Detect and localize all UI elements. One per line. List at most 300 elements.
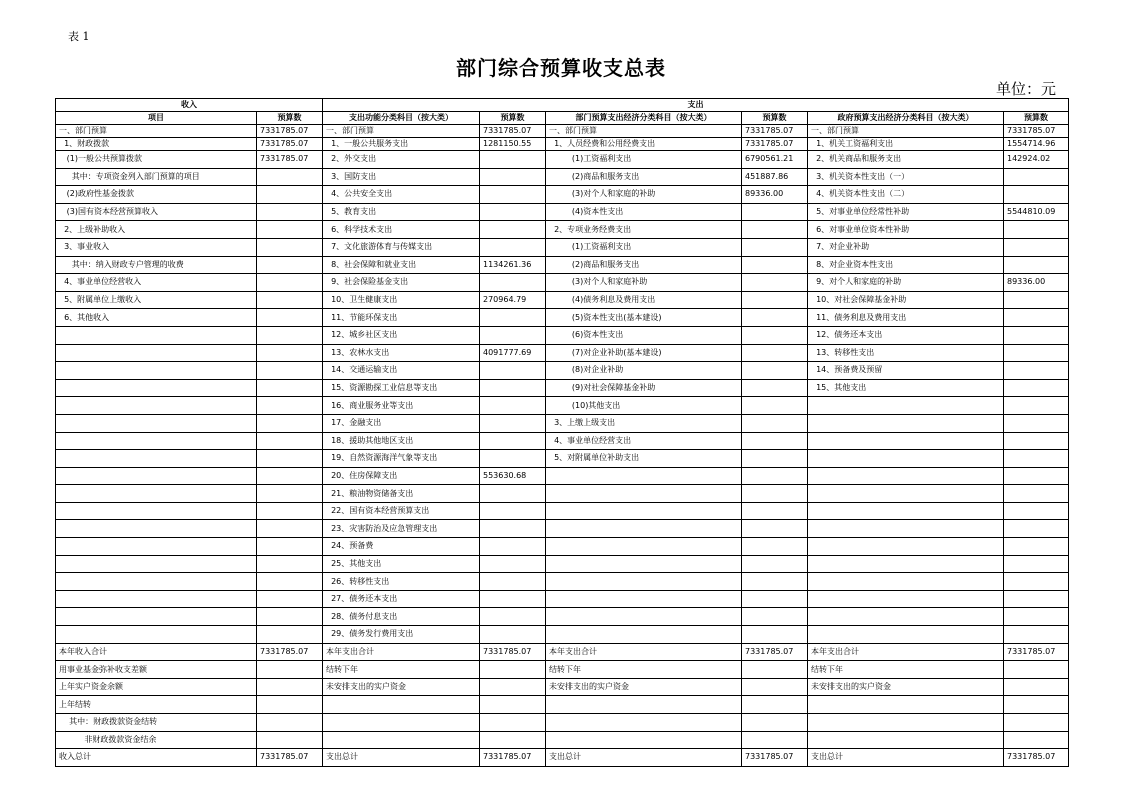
table-row (56, 414, 1069, 432)
budget-summary-table (55, 98, 1069, 767)
amount-cell (257, 520, 323, 538)
amount-cell (480, 608, 546, 626)
amount-cell (480, 538, 546, 556)
item-cell: 5、教育支出 (323, 203, 480, 221)
item-cell (808, 626, 1004, 644)
amount-cell (257, 414, 323, 432)
table-row (56, 590, 1069, 608)
item-cell (546, 696, 742, 714)
amount-cell (742, 626, 808, 644)
amount-cell (480, 502, 546, 520)
income-header: 收入 (56, 99, 323, 112)
item-cell (56, 573, 257, 591)
amount-cell (257, 291, 323, 309)
item-cell (546, 714, 742, 732)
item-cell: 10、卫生健康支出 (323, 291, 480, 309)
table-row (56, 125, 1069, 138)
amount-cell (1004, 186, 1069, 204)
item-cell: 13、农林水支出 (323, 344, 480, 362)
column-header: 支出功能分类科目（按大类） (323, 112, 480, 125)
item-cell: 27、债务还本支出 (323, 590, 480, 608)
amount-cell (1004, 626, 1069, 644)
amount-cell (480, 203, 546, 221)
item-cell (808, 485, 1004, 503)
table-row (56, 450, 1069, 468)
amount-cell (1004, 326, 1069, 344)
item-cell: 上年结转 (56, 696, 257, 714)
item-cell: (3)国有资本经营预算收入 (56, 203, 257, 221)
amount-cell (480, 168, 546, 186)
column-header: 预算数 (480, 112, 546, 125)
item-cell: (3)对个人和家庭补助 (546, 274, 742, 292)
amount-cell: 7331785.07 (257, 749, 323, 767)
item-cell: 6、其他收入 (56, 309, 257, 327)
item-cell (546, 485, 742, 503)
item-cell: 未安排支出的实户资金 (323, 678, 480, 696)
item-cell: 4、机关资本性支出（二） (808, 186, 1004, 204)
table-row (56, 432, 1069, 450)
item-cell (808, 573, 1004, 591)
amount-cell (742, 538, 808, 556)
item-cell: 一、部门预算 (323, 125, 480, 138)
amount-cell: 451887.86 (742, 168, 808, 186)
item-cell: 2、机关商品和服务支出 (808, 151, 1004, 169)
amount-cell (257, 626, 323, 644)
item-cell: 13、转移性支出 (808, 344, 1004, 362)
table-row (56, 520, 1069, 538)
item-cell: 19、自然资源海洋气象等支出 (323, 450, 480, 468)
item-cell: 其中：纳入财政专户管理的收费 (56, 256, 257, 274)
column-header: 预算数 (742, 112, 808, 125)
item-cell: (2)政府性基金拨款 (56, 186, 257, 204)
amount-cell (257, 238, 323, 256)
item-cell (546, 590, 742, 608)
amount-cell (1004, 168, 1069, 186)
amount-cell (742, 397, 808, 415)
item-cell (56, 414, 257, 432)
item-cell (808, 397, 1004, 415)
amount-cell (480, 238, 546, 256)
amount-cell (480, 626, 546, 644)
amount-cell: 7331785.07 (257, 151, 323, 169)
item-cell: 用事业基金弥补收支差额 (56, 661, 257, 679)
table-row (56, 608, 1069, 626)
amount-cell (1004, 502, 1069, 520)
amount-cell: 4091777.69 (480, 344, 546, 362)
item-cell: 3、上缴上级支出 (546, 414, 742, 432)
amount-cell: 1554714.96 (1004, 138, 1069, 151)
amount-cell (257, 450, 323, 468)
item-cell (56, 608, 257, 626)
item-cell (56, 362, 257, 380)
amount-cell (257, 309, 323, 327)
amount-cell (480, 151, 546, 169)
amount-cell: 7331785.07 (742, 749, 808, 767)
column-header: 部门预算支出经济分类科目（按大类） (546, 112, 742, 125)
amount-cell (257, 467, 323, 485)
amount-cell: 5544810.09 (1004, 203, 1069, 221)
amount-cell (742, 485, 808, 503)
item-cell (808, 520, 1004, 538)
item-cell: 26、转移性支出 (323, 573, 480, 591)
item-cell: 15、资源勘探工业信息等支出 (323, 379, 480, 397)
item-cell (808, 696, 1004, 714)
amount-cell (1004, 432, 1069, 450)
item-cell: 本年支出合计 (323, 643, 480, 661)
item-cell: 22、国有资本经营预算支出 (323, 502, 480, 520)
amount-cell (1004, 608, 1069, 626)
amount-cell (480, 450, 546, 468)
table-number: 表 1 (68, 30, 90, 43)
item-cell (323, 731, 480, 749)
item-cell (808, 608, 1004, 626)
item-cell: 1、机关工资福利支出 (808, 138, 1004, 151)
amount-cell (480, 485, 546, 503)
item-cell (56, 326, 257, 344)
amount-cell: 7331785.07 (742, 643, 808, 661)
table-row (56, 714, 1069, 732)
amount-cell (257, 555, 323, 573)
item-cell: 一、部门预算 (808, 125, 1004, 138)
amount-cell (480, 573, 546, 591)
amount-cell (480, 432, 546, 450)
item-cell: (8)对企业补助 (546, 362, 742, 380)
item-cell: 2、上级补助收入 (56, 221, 257, 239)
item-cell: 1、人员经费和公用经费支出 (546, 138, 742, 151)
table-row (56, 379, 1069, 397)
amount-cell (742, 661, 808, 679)
item-cell (56, 397, 257, 415)
amount-cell: 6790561.21 (742, 151, 808, 169)
item-cell: 4、事业单位经营支出 (546, 432, 742, 450)
item-cell: 8、对企业资本性支出 (808, 256, 1004, 274)
table-row (56, 221, 1069, 239)
item-cell: 9、社会保险基金支出 (323, 274, 480, 292)
amount-cell: 270964.79 (480, 291, 546, 309)
item-cell: 非财政拨款资金结余 (56, 731, 257, 749)
amount-cell (1004, 379, 1069, 397)
amount-cell (742, 221, 808, 239)
amount-cell (742, 714, 808, 732)
amount-cell (480, 590, 546, 608)
amount-cell (1004, 573, 1069, 591)
amount-cell (257, 397, 323, 415)
amount-cell (742, 467, 808, 485)
item-cell (56, 555, 257, 573)
amount-cell (742, 379, 808, 397)
item-cell: 14、交通运输支出 (323, 362, 480, 380)
amount-cell (1004, 714, 1069, 732)
item-cell: 6、对事业单位资本性补助 (808, 221, 1004, 239)
item-cell: 11、债务利息及费用支出 (808, 309, 1004, 327)
amount-cell (480, 186, 546, 204)
expense-header: 支出 (323, 99, 1069, 112)
amount-cell (257, 274, 323, 292)
item-cell (56, 520, 257, 538)
item-cell: 3、国防支出 (323, 168, 480, 186)
amount-cell (257, 362, 323, 380)
item-cell (56, 379, 257, 397)
amount-cell (257, 432, 323, 450)
item-cell: 一、部门预算 (546, 125, 742, 138)
table-row (56, 151, 1069, 169)
item-cell (56, 485, 257, 503)
item-cell: 其中：财政拨款资金结转 (56, 714, 257, 732)
table-row (56, 485, 1069, 503)
item-cell: 4、事业单位经营收入 (56, 274, 257, 292)
item-cell (546, 502, 742, 520)
item-cell (323, 696, 480, 714)
item-cell: 其中：专项资金列入部门预算的项目 (56, 168, 257, 186)
amount-cell (1004, 590, 1069, 608)
amount-cell (257, 538, 323, 556)
amount-cell (257, 608, 323, 626)
item-cell: 2、专项业务经费支出 (546, 221, 742, 239)
item-cell: 11、节能环保支出 (323, 309, 480, 327)
table-row (56, 573, 1069, 591)
item-cell: 14、预备费及预留 (808, 362, 1004, 380)
item-cell: 12、城乡社区支出 (323, 326, 480, 344)
item-cell: 17、金融支出 (323, 414, 480, 432)
item-cell (546, 555, 742, 573)
item-cell (808, 555, 1004, 573)
amount-cell: 7331785.07 (257, 138, 323, 151)
table-row (56, 203, 1069, 221)
item-cell: 5、附属单位上缴收入 (56, 291, 257, 309)
item-cell (808, 432, 1004, 450)
item-cell: (3)对个人和家庭的补助 (546, 186, 742, 204)
amount-cell (742, 555, 808, 573)
table-row (56, 626, 1069, 644)
column-header: 预算数 (257, 112, 323, 125)
item-cell: (2)商品和服务支出 (546, 168, 742, 186)
amount-cell: 7331785.07 (1004, 749, 1069, 767)
item-cell: 7、文化旅游体育与传媒支出 (323, 238, 480, 256)
table-row (56, 309, 1069, 327)
amount-cell (257, 379, 323, 397)
item-cell: 支出总计 (323, 749, 480, 767)
item-cell: 16、商业服务业等支出 (323, 397, 480, 415)
header-row-columns (56, 112, 1069, 125)
header-row-group (56, 99, 1069, 112)
amount-cell (257, 714, 323, 732)
item-cell (56, 432, 257, 450)
item-cell (546, 573, 742, 591)
amount-cell (742, 678, 808, 696)
amount-cell (742, 573, 808, 591)
amount-cell (257, 731, 323, 749)
amount-cell (1004, 414, 1069, 432)
amount-cell (1004, 538, 1069, 556)
amount-cell: 142924.02 (1004, 151, 1069, 169)
table-row (56, 238, 1069, 256)
item-cell: 支出总计 (808, 749, 1004, 767)
amount-cell: 7331785.07 (742, 125, 808, 138)
item-cell (808, 467, 1004, 485)
amount-cell: 7331785.07 (257, 125, 323, 138)
amount-cell (742, 238, 808, 256)
amount-cell (1004, 661, 1069, 679)
item-cell: 1、财政拨款 (56, 138, 257, 151)
item-cell (808, 731, 1004, 749)
amount-cell (257, 678, 323, 696)
item-cell: (1)工资福利支出 (546, 151, 742, 169)
table-row (56, 326, 1069, 344)
amount-cell (742, 432, 808, 450)
amount-cell (1004, 467, 1069, 485)
amount-cell (1004, 696, 1069, 714)
item-cell: 本年支出合计 (808, 643, 1004, 661)
column-header: 政府预算支出经济分类科目（按大类） (808, 112, 1004, 125)
item-cell: 29、债务发行费用支出 (323, 626, 480, 644)
table-row (56, 256, 1069, 274)
item-cell (808, 590, 1004, 608)
item-cell: 10、对社会保障基金补助 (808, 291, 1004, 309)
item-cell: (4)资本性支出 (546, 203, 742, 221)
item-cell (56, 344, 257, 362)
amount-cell (1004, 291, 1069, 309)
amount-cell (1004, 362, 1069, 380)
item-cell: 一、部门预算 (56, 125, 257, 138)
amount-cell: 553630.68 (480, 467, 546, 485)
item-cell: (1)工资福利支出 (546, 238, 742, 256)
amount-cell (1004, 256, 1069, 274)
item-cell (56, 538, 257, 556)
item-cell: (5)资本性支出(基本建设) (546, 309, 742, 327)
amount-cell (742, 291, 808, 309)
amount-cell (480, 379, 546, 397)
amount-cell (480, 309, 546, 327)
amount-cell (742, 731, 808, 749)
item-cell: 18、援助其他地区支出 (323, 432, 480, 450)
amount-cell: 1134261.36 (480, 256, 546, 274)
amount-cell (1004, 309, 1069, 327)
item-cell: 上年实户资金余额 (56, 678, 257, 696)
amount-cell: 7331785.07 (257, 643, 323, 661)
amount-cell (742, 256, 808, 274)
table-row (56, 467, 1069, 485)
amount-cell (257, 186, 323, 204)
amount-cell (742, 696, 808, 714)
item-cell (323, 714, 480, 732)
amount-cell (1004, 485, 1069, 503)
amount-cell (1004, 344, 1069, 362)
item-cell (808, 538, 1004, 556)
amount-cell (480, 362, 546, 380)
item-cell: 6、科学技术支出 (323, 221, 480, 239)
amount-cell (742, 274, 808, 292)
amount-cell (257, 590, 323, 608)
table-row (56, 678, 1069, 696)
amount-cell (257, 344, 323, 362)
column-header: 项目 (56, 112, 257, 125)
amount-cell: 7331785.07 (1004, 643, 1069, 661)
item-cell (808, 502, 1004, 520)
table-row (56, 661, 1069, 679)
item-cell (56, 502, 257, 520)
amount-cell (1004, 397, 1069, 415)
amount-cell (1004, 678, 1069, 696)
item-cell: 结转下年 (546, 661, 742, 679)
item-cell: (2)商品和服务支出 (546, 256, 742, 274)
amount-cell: 7331785.07 (480, 125, 546, 138)
amount-cell (257, 256, 323, 274)
amount-cell (1004, 555, 1069, 573)
item-cell (546, 538, 742, 556)
item-cell: (7)对企业补助(基本建设) (546, 344, 742, 362)
amount-cell (257, 326, 323, 344)
amount-cell (742, 590, 808, 608)
amount-cell (1004, 731, 1069, 749)
amount-cell: 1281150.55 (480, 138, 546, 151)
item-cell: 支出总计 (546, 749, 742, 767)
column-header: 预算数 (1004, 112, 1069, 125)
table-row (56, 731, 1069, 749)
amount-cell: 7331785.07 (480, 749, 546, 767)
table-row (56, 168, 1069, 186)
amount-cell (257, 502, 323, 520)
table-row (56, 538, 1069, 556)
amount-cell (257, 221, 323, 239)
item-cell: 28、债务付息支出 (323, 608, 480, 626)
amount-cell (480, 555, 546, 573)
item-cell (808, 450, 1004, 468)
amount-cell: 7331785.07 (480, 643, 546, 661)
item-cell (546, 731, 742, 749)
amount-cell (742, 608, 808, 626)
amount-cell (742, 502, 808, 520)
item-cell (56, 590, 257, 608)
amount-cell: 7331785.07 (1004, 125, 1069, 138)
item-cell: (10)其他支出 (546, 397, 742, 415)
table-row (56, 291, 1069, 309)
item-cell: (6)资本性支出 (546, 326, 742, 344)
amount-cell (480, 221, 546, 239)
table-row (56, 397, 1069, 415)
item-cell: 本年收入合计 (56, 643, 257, 661)
amount-cell (742, 520, 808, 538)
item-cell: 15、其他支出 (808, 379, 1004, 397)
item-cell: 结转下年 (808, 661, 1004, 679)
amount-cell (742, 362, 808, 380)
table-row (56, 555, 1069, 573)
item-cell: 未安排支出的实户资金 (808, 678, 1004, 696)
item-cell (56, 626, 257, 644)
amount-cell (257, 203, 323, 221)
item-cell: (4)债务利息及费用支出 (546, 291, 742, 309)
item-cell: 9、对个人和家庭的补助 (808, 274, 1004, 292)
amount-cell (257, 696, 323, 714)
amount-cell (1004, 520, 1069, 538)
item-cell: 3、事业收入 (56, 238, 257, 256)
table-row (56, 274, 1069, 292)
amount-cell (480, 274, 546, 292)
item-cell: 2、外交支出 (323, 151, 480, 169)
item-cell (808, 414, 1004, 432)
item-cell: 本年支出合计 (546, 643, 742, 661)
item-cell: 结转下年 (323, 661, 480, 679)
table-row (56, 643, 1069, 661)
page-title: 部门综合预算收支总表 (456, 56, 666, 80)
item-cell (546, 608, 742, 626)
amount-cell (257, 573, 323, 591)
item-cell: 5、对事业单位经常性补助 (808, 203, 1004, 221)
amount-cell (742, 414, 808, 432)
amount-cell (257, 485, 323, 503)
amount-cell (480, 520, 546, 538)
amount-cell (742, 203, 808, 221)
amount-cell (480, 397, 546, 415)
